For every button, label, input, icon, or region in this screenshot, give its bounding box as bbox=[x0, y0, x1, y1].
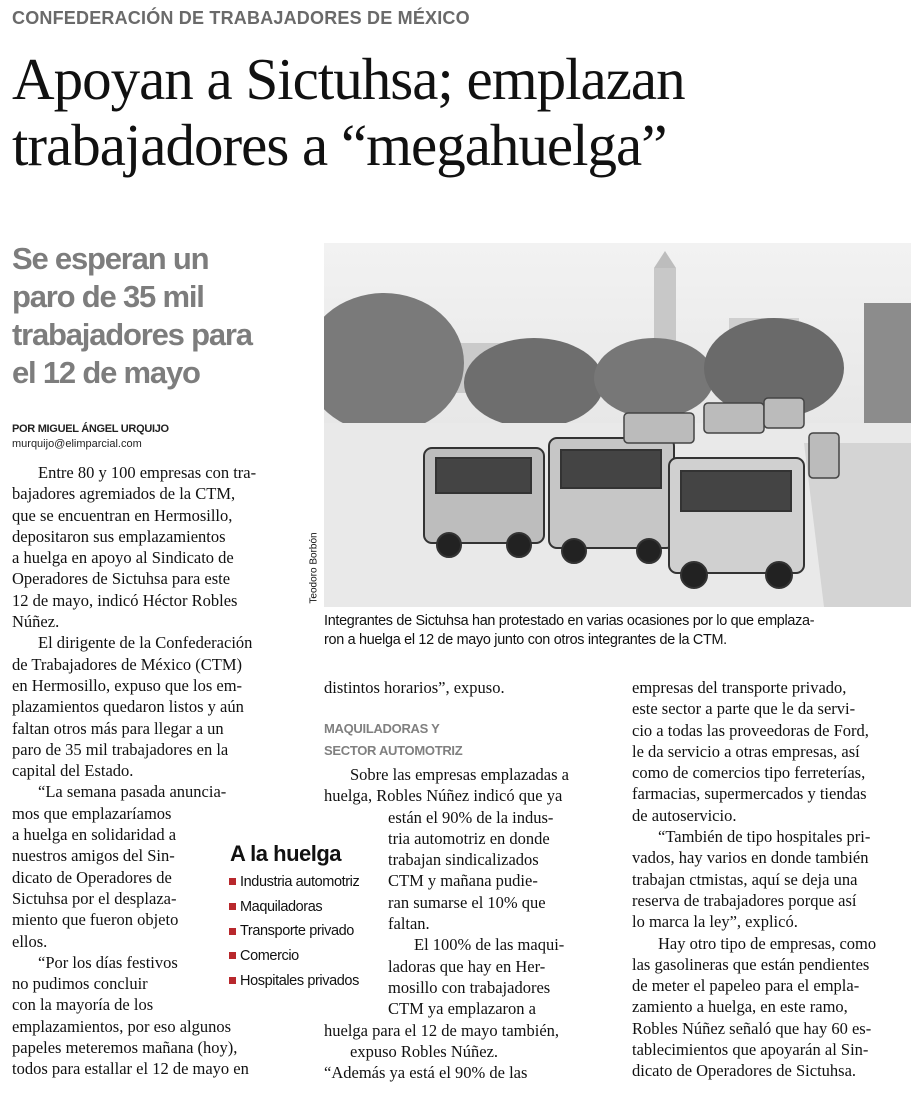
article-line: ellos. bbox=[12, 931, 48, 951]
photo-buses-plaza bbox=[324, 243, 911, 607]
sidebar-item: Maquiladoras bbox=[226, 895, 388, 920]
headline-line-1: Apoyan a Sictuhsa; emplazan bbox=[12, 46, 685, 112]
photo-credit: Teodoro Borbón bbox=[308, 531, 320, 604]
article-line: faltan. bbox=[388, 914, 430, 934]
article-line: cio a todas las proveedoras de Ford, bbox=[632, 720, 869, 740]
square-bullet-icon bbox=[229, 878, 236, 885]
deck-line-2: paro de 35 mil bbox=[12, 279, 204, 314]
sidebar-item: Comercio bbox=[226, 944, 388, 969]
byline-author: POR MIGUEL ÁNGEL URQUIJO bbox=[12, 423, 169, 435]
section-kicker: CONFEDERACIÓN DE TRABAJADORES DE MÉXICO bbox=[12, 8, 470, 28]
square-bullet-icon bbox=[229, 928, 236, 935]
subhead-line-2: SECTOR AUTOMOTRIZ bbox=[324, 743, 463, 758]
article-line: de autoservicio. bbox=[632, 805, 737, 825]
caption-line-1: Integrantes de Sictuhsa han protestado en varias ocasiones por lo que emplaza- bbox=[324, 613, 815, 629]
article-line: bajadores agremiados de la CTM, bbox=[12, 484, 236, 504]
article-line: dicato de Operadores de bbox=[12, 867, 172, 887]
article-line: Núñez. bbox=[12, 612, 60, 632]
article-line: de meter el papeleo para el empla- bbox=[632, 976, 860, 996]
article-line: no pudimos concluir bbox=[12, 974, 148, 994]
article-line: “Por los días festivos bbox=[38, 952, 178, 972]
article-line: CTM ya emplazaron a bbox=[388, 999, 536, 1019]
article-line: Operadores de Sictuhsa para este bbox=[12, 569, 231, 589]
article-line: miento que fueron objeto bbox=[12, 910, 179, 930]
square-bullet-icon bbox=[229, 952, 236, 959]
article-line: que se encuentran en Hermosillo, bbox=[12, 505, 233, 525]
article-line: farmacias, supermercados y tiendas bbox=[632, 784, 867, 804]
article-line: las gasolineras que están pendientes bbox=[632, 954, 870, 974]
article-line: “La semana pasada anuncia- bbox=[38, 782, 227, 802]
deck-line-1: Se esperan un bbox=[12, 241, 209, 276]
article-line: todos para estallar el 12 de mayo en bbox=[12, 1059, 249, 1079]
article-line: CTM y mañana pudie- bbox=[388, 871, 538, 891]
article-line: trabajan sindicalizados bbox=[388, 850, 539, 870]
caption-line-2: ron a huelga el 12 de mayo junto con otros integrantes de la CTM. bbox=[324, 632, 727, 648]
sidebar-item: Hospitales privados bbox=[226, 969, 388, 994]
article-line: Sobre las empresas emplazadas a bbox=[350, 765, 569, 784]
article-line: le da servicio a otras empresas, así bbox=[632, 741, 860, 761]
headline-line-2: trabajadores a “megahuelga” bbox=[12, 112, 667, 178]
byline bbox=[12, 422, 312, 452]
article-line: tria automotriz en donde bbox=[388, 828, 550, 848]
article-line: Robles Núñez señaló que hay 60 es- bbox=[632, 1018, 872, 1038]
article-line: en Hermosillo, expuso que los em- bbox=[12, 675, 243, 695]
article-line: 12 de mayo, indicó Héctor Robles bbox=[12, 590, 238, 610]
article-line: empresas del transporte privado, bbox=[632, 678, 847, 697]
article-line: reserva de trabajadores porque así bbox=[632, 890, 857, 910]
article-line: El dirigente de la Confederación bbox=[38, 633, 253, 653]
column-2-top-line: distintos horarios”, expuso. bbox=[324, 678, 505, 697]
article-line: Entre 80 y 100 empresas con tra- bbox=[38, 463, 257, 482]
bus-1 bbox=[424, 448, 544, 557]
bus-2 bbox=[549, 438, 674, 563]
article-column-2-top bbox=[324, 677, 614, 698]
news-photo bbox=[324, 243, 911, 607]
bus-3 bbox=[669, 458, 804, 588]
headline bbox=[12, 46, 907, 178]
sidebar-list bbox=[226, 870, 388, 994]
article-line: plazamientos quedaron listos y aún bbox=[12, 697, 244, 717]
article-line: paro de 35 mil trabajadores en la bbox=[12, 739, 229, 759]
article-line: como de comercios tipo ferreterías, bbox=[632, 763, 866, 783]
article-line: mos que emplazaríamos bbox=[12, 803, 172, 823]
article-line: “También de tipo hospitales pri- bbox=[658, 827, 871, 847]
article-line: depositaron sus emplazamientos bbox=[12, 526, 226, 546]
photo-caption bbox=[324, 612, 909, 650]
article-line: Sictuhsa por el desplaza- bbox=[12, 888, 177, 908]
article-line: “Además ya está el 90% de las bbox=[324, 1063, 528, 1083]
square-bullet-icon bbox=[229, 977, 236, 984]
article-line: vados, hay varios en donde también bbox=[632, 848, 869, 868]
article-line: capital del Estado. bbox=[12, 761, 134, 781]
section-subhead bbox=[324, 718, 594, 762]
article-line: este sector a parte que le da servi- bbox=[632, 699, 856, 719]
article-line: lo marca la ley”, explicó. bbox=[632, 912, 798, 932]
square-bullet-icon bbox=[229, 903, 236, 910]
article-line: a huelga en apoyo al Sindicato de bbox=[12, 548, 234, 568]
article-line: zamiento a huelga, en este ramo, bbox=[632, 997, 848, 1017]
article-line: ran sumarse el 10% que bbox=[388, 892, 546, 912]
huelga-sidebar-box bbox=[226, 840, 388, 994]
sidebar-title: A la huelga bbox=[230, 841, 342, 866]
article-line: papeles meteremos mañana (hoy), bbox=[12, 1038, 238, 1058]
deck-line-3: trabajadores para bbox=[12, 317, 252, 352]
article-line: El 100% de las maqui- bbox=[414, 935, 565, 955]
article-line: expuso Robles Núñez. bbox=[350, 1041, 499, 1061]
article-line: huelga para el 12 de mayo también, bbox=[324, 1020, 560, 1040]
article-line: de Trabajadores de México (CTM) bbox=[12, 654, 243, 674]
article-line: a huelga en solidaridad a bbox=[12, 825, 177, 845]
article-line: huelga, Robles Núñez indicó que ya bbox=[324, 786, 563, 806]
sidebar-item: Transporte privado bbox=[226, 919, 388, 944]
deck-line-4: el 12 de mayo bbox=[12, 355, 200, 390]
article-line: faltan otros más para llegar a un bbox=[12, 718, 224, 738]
deck-subtitle bbox=[12, 240, 312, 392]
article-line: dicato de Operadores de Sictuhsa. bbox=[632, 1061, 857, 1081]
article-line: con la mayoría de los bbox=[12, 995, 154, 1015]
byline-email[interactable]: murquijo@elimparcial.com bbox=[12, 438, 142, 450]
article-line: Hay otro tipo de empresas, como bbox=[658, 933, 877, 953]
subhead-line-1: MAQUILADORAS Y bbox=[324, 721, 440, 736]
article-line: ladoras que hay en Her- bbox=[388, 956, 546, 976]
article-line: emplazamientos, por eso algunos bbox=[12, 1016, 232, 1036]
article-line: nuestros amigos del Sin- bbox=[12, 846, 175, 866]
article-line: mosillo con trabajadores bbox=[388, 977, 551, 997]
sidebar-item: Industria automotriz bbox=[226, 870, 388, 895]
article-line: tablecimientos que apoyarán al Sin- bbox=[632, 1040, 869, 1060]
article-column-3 bbox=[632, 677, 910, 1082]
article-line: están el 90% de la indus- bbox=[388, 807, 554, 827]
article-line: trabajan ctmistas, aquí se deja una bbox=[632, 869, 858, 889]
